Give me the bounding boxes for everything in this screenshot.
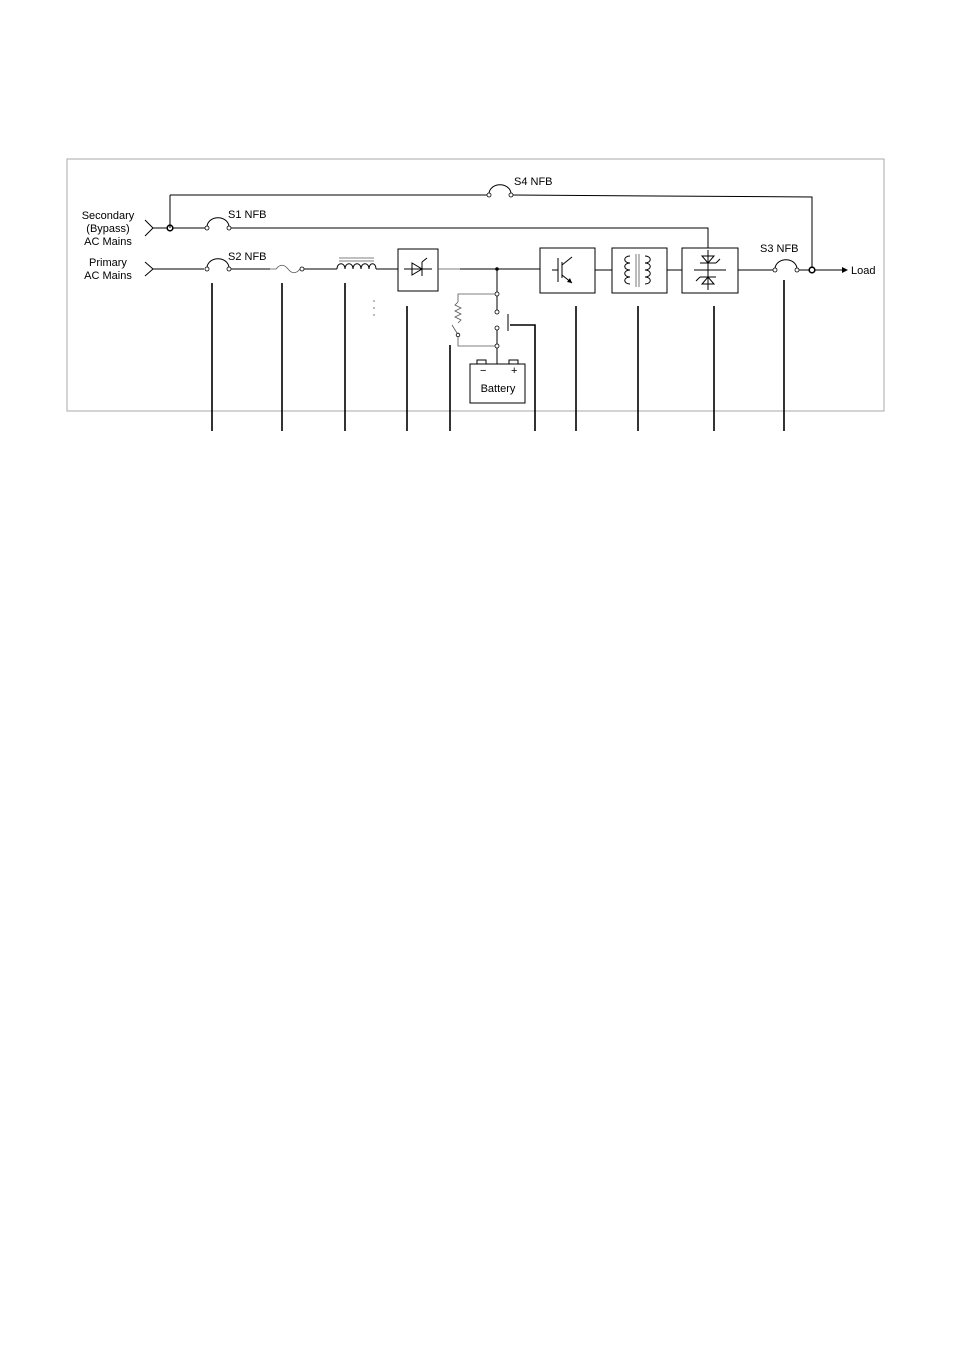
s3-terminal-right xyxy=(795,268,799,272)
battery-plus-sign: + xyxy=(511,365,518,377)
s1-label: S1 NFB xyxy=(228,209,267,221)
rectifier-box xyxy=(398,249,438,291)
primary-label-line1: Primary xyxy=(89,257,127,269)
battery-minus-sign: − xyxy=(480,365,487,377)
s4-terminal-right xyxy=(509,193,513,197)
input-fuse-icon xyxy=(270,265,300,273)
s3-terminal-left xyxy=(773,268,777,272)
s3-label: S3 NFB xyxy=(760,243,799,255)
precharge-switch-blade xyxy=(452,325,457,333)
s4-label: S4 NFB xyxy=(514,176,553,188)
s2-label: S2 NFB xyxy=(228,251,267,263)
load-arrow-icon xyxy=(842,267,848,273)
s1-breaker-icon xyxy=(207,218,229,226)
battery-breaker-terminal-bottom xyxy=(495,326,499,330)
transformer-box xyxy=(612,248,667,293)
precharge-resistor-icon xyxy=(455,302,461,323)
battery-branch-terminal-2 xyxy=(495,344,499,348)
s4-terminal-left xyxy=(487,193,491,197)
precharge-switch-terminal xyxy=(456,333,460,337)
s1-terminal-right xyxy=(227,226,231,230)
secondary-input-plug xyxy=(145,220,153,236)
load-label: Load xyxy=(851,265,876,277)
secondary-label-line2: (Bypass) xyxy=(86,223,130,235)
battery-branch-terminal-1 xyxy=(495,292,499,296)
input-choke-icon xyxy=(337,264,376,269)
primary-label-line2: AC Mains xyxy=(84,270,132,282)
s2-terminal-right xyxy=(227,267,231,271)
battery-label: Battery xyxy=(480,383,516,395)
precharge-path-bottom xyxy=(458,337,496,346)
s4-breaker-icon xyxy=(489,185,511,193)
primary-input-plug xyxy=(145,262,153,276)
precharge-path-top xyxy=(458,294,495,302)
s3-breaker-icon xyxy=(775,260,797,268)
inverter-box xyxy=(540,248,595,293)
secondary-label-line1: Secondary xyxy=(81,210,135,222)
s1-to-static-switch-wire xyxy=(231,228,708,250)
fuse-terminal xyxy=(300,267,304,271)
s2-breaker-icon xyxy=(207,259,229,267)
battery-breaker-terminal-top xyxy=(495,310,499,314)
secondary-label-line3: AC Mains xyxy=(84,236,132,248)
output-junction-node xyxy=(809,267,815,273)
s1-terminal-left xyxy=(205,226,209,230)
s2-terminal-left xyxy=(205,267,209,271)
